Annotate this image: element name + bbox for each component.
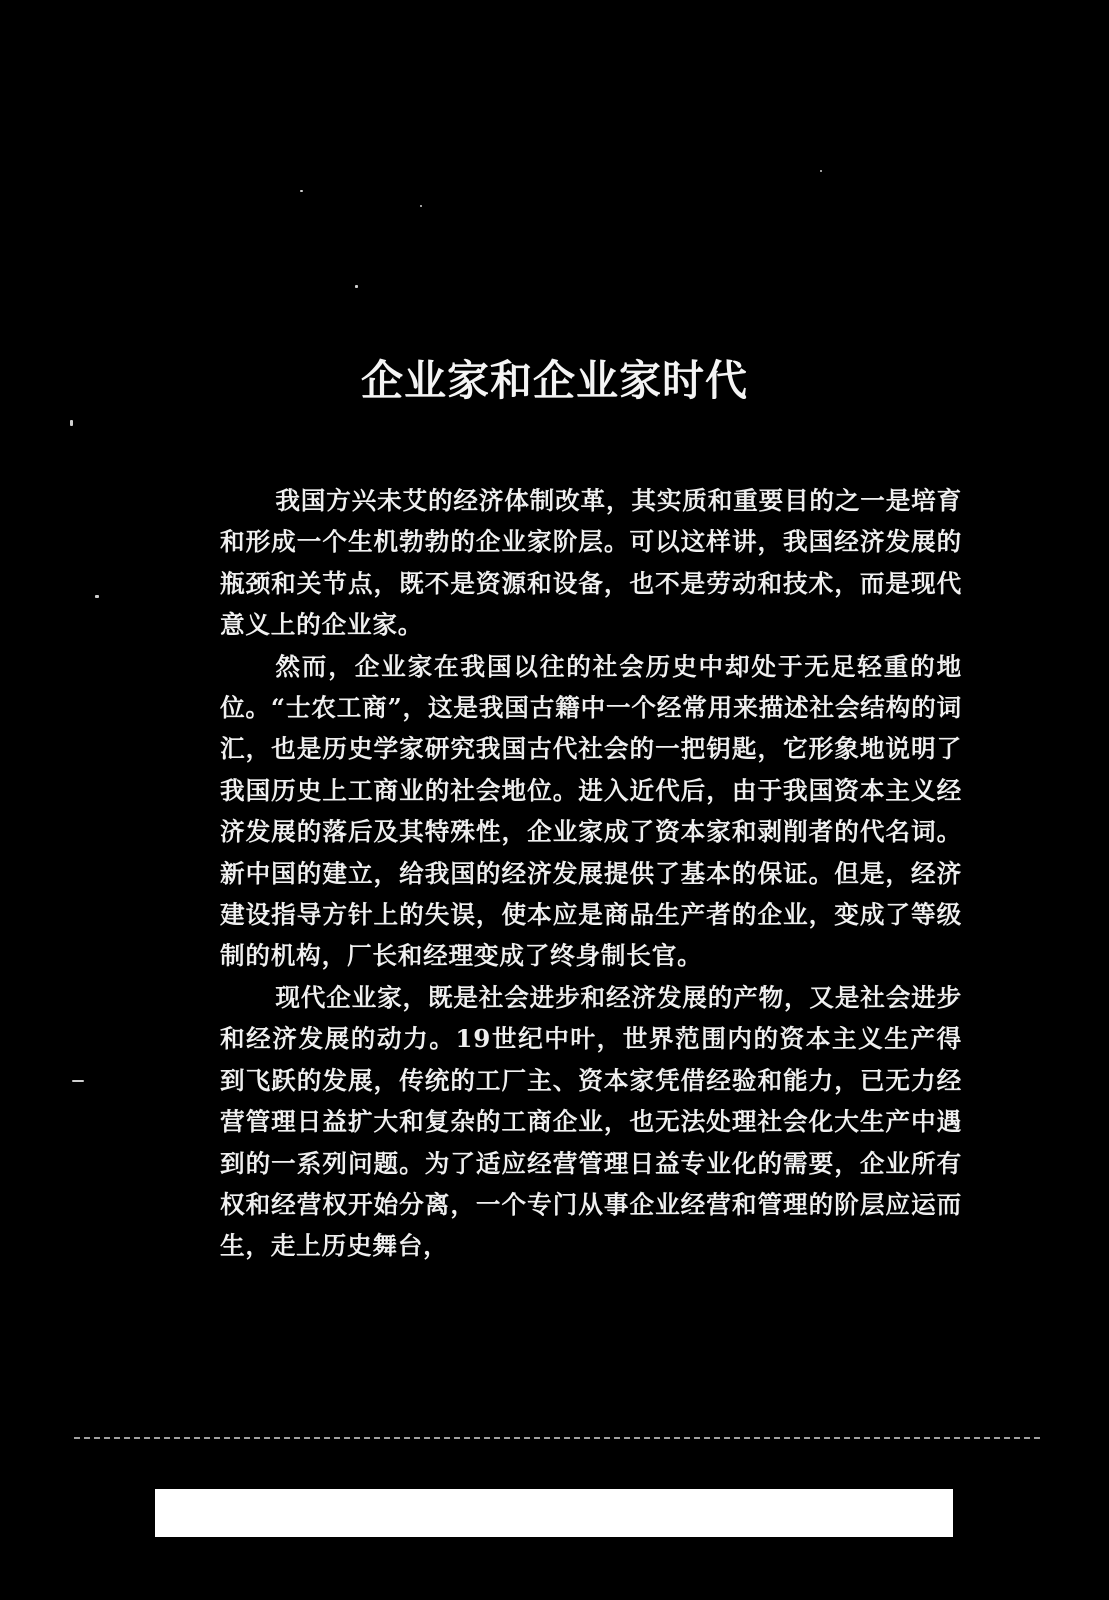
- scan-speck: [72, 1080, 84, 1082]
- scan-speck: [820, 170, 822, 172]
- article-body: [220, 480, 962, 1267]
- paragraph-2: 然而，企业家在我国以往的社会历史中却处于无足轻重的地位。“士农工商”，这是我国古籍中一个经常用来描述社会结构的词汇，也是历史学家研究我国古代社会的一把钥匙，它形象地说明了我国历史上工商业的社会地位。进入近代后，由于我国资本主义经济发展的落后及其特殊性，企业家成了资本家和剥削者的代名词。新中国的建立，给我国的经济发展提供了基本的保证。但是，经济建设指导方针上的失误，使本应是商品生产者的企业，变成了等级制的机构，厂长和经理变成了终身制长官。: [220, 651, 962, 971]
- scan-speck: [70, 420, 73, 426]
- scan-speck: [420, 205, 422, 207]
- scan-speck: [95, 595, 99, 598]
- page-title: 企业家和企业家时代: [360, 356, 748, 406]
- scan-speck: [355, 285, 358, 288]
- scan-speck: [300, 190, 303, 192]
- paragraph-1: 我国方兴未艾的经济体制改革，其实质和重要目的之一是培育和形成一个生机勃勃的企业家阶层。可以这样讲，我国经济发展的瓶颈和关节点，既不是资源和设备，也不是劳动和技术，而是现代意义上的企业家。: [220, 486, 962, 640]
- footer-white-bar: [155, 1489, 953, 1537]
- page-divider-line: [74, 1437, 1040, 1439]
- paragraph-3: 现代企业家，既是社会进步和经济发展的产物，又是社会进步和经济发展的动力。19世纪中叶，世界范围内的资本主义生产得到飞跃的发展，传统的工厂主、资本家凭借经验和能力，已无力经营管理日益扩大和复杂的工商企业，也无法处理社会化大生产中遇到的一系列问题。为了适应经营管理日益专业化的需要，企业所有权和经营权开始分离，一个专门从事企业经营和管理的阶层应运而生，走上历史舞台，: [220, 982, 962, 1261]
